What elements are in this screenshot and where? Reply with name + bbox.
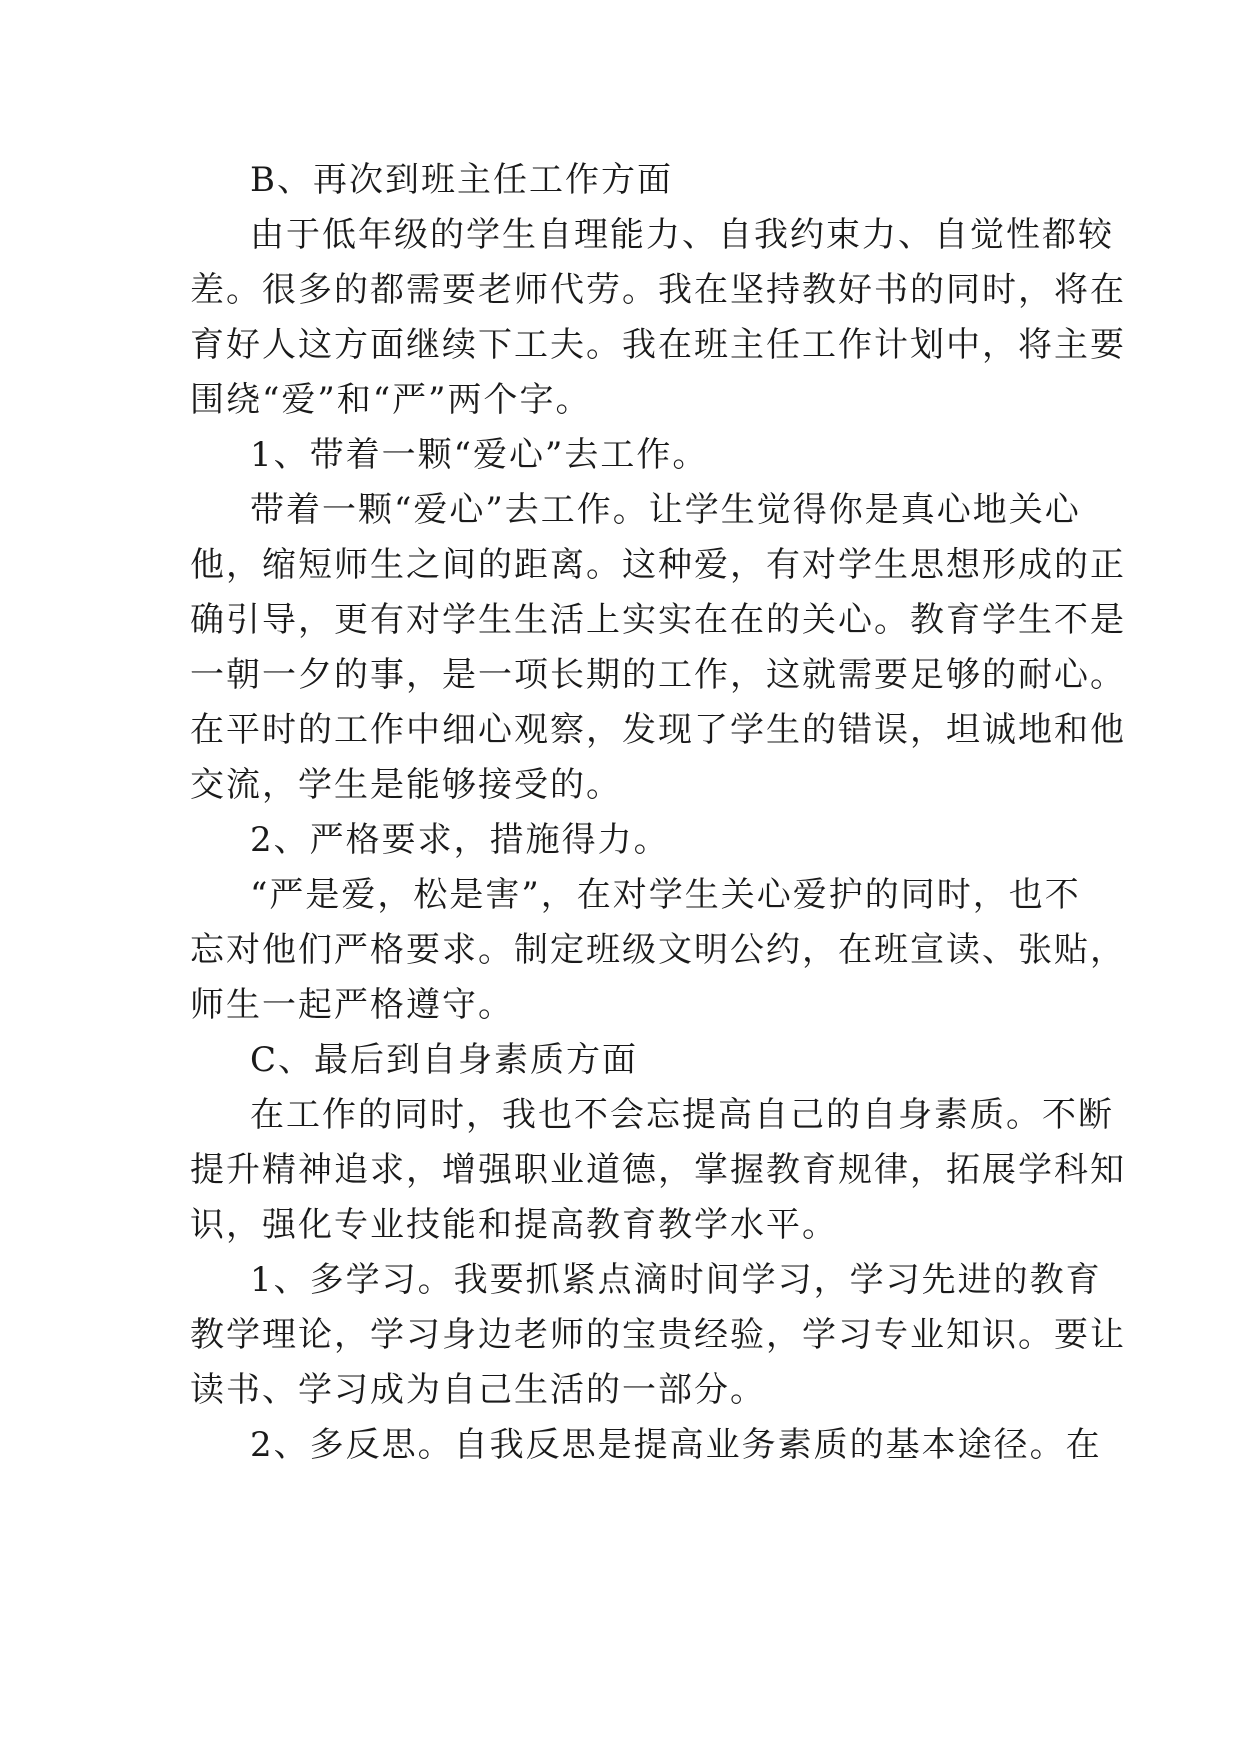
paragraph-line: “严是爱，松是害”，在对学生关心爱护的同时，也不	[250, 875, 1081, 915]
paragraph-line: 带着一颗“爱心”去工作。让学生觉得你是真心地关心	[250, 490, 1081, 530]
paragraph-line: 师生一起严格遵守。	[190, 985, 514, 1025]
paragraph-line: 提升精神追求，增强职业道德，掌握教育规律，拓展学科知	[190, 1150, 1126, 1190]
paragraph-line: 忘对他们严格要求。制定班级文明公约，在班宣读、张贴，	[190, 930, 1126, 970]
subheading-1: 1、带着一颗“爱心”去工作。	[250, 435, 709, 475]
paragraph-line: 交流，学生是能够接受的。	[190, 765, 622, 805]
paragraph-line: 1、多学习。我要抓紧点滴时间学习，学习先进的教育	[250, 1260, 1102, 1300]
paragraph-line: 他，缩短师生之间的距离。这种爱，有对学生思想形成的正	[190, 545, 1126, 585]
paragraph-line: 差。很多的都需要老师代劳。我在坚持教好书的同时，将在	[190, 270, 1126, 310]
paragraph-line: 识，强化专业技能和提高教育教学水平。	[190, 1205, 838, 1245]
paragraph-line: 2、多反思。自我反思是提高业务素质的基本途径。在	[250, 1425, 1102, 1465]
section-heading-b: B、再次到班主任工作方面	[250, 160, 673, 200]
paragraph-line: 由于低年级的学生自理能力、自我约束力、自觉性都较	[250, 215, 1114, 255]
paragraph-line: 在平时的工作中细心观察，发现了学生的错误，坦诚地和他	[190, 710, 1126, 750]
paragraph-line: 一朝一夕的事，是一项长期的工作，这就需要足够的耐心。	[190, 655, 1126, 695]
subheading-2: 2、严格要求，措施得力。	[250, 820, 670, 860]
paragraph-line: 围绕“爱”和“严”两个字。	[190, 380, 592, 420]
section-heading-c: C、最后到自身素质方面	[250, 1040, 639, 1080]
paragraph-line: 育好人这方面继续下工夫。我在班主任工作计划中，将主要	[190, 325, 1126, 365]
paragraph-line: 读书、学习成为自己生活的一部分。	[190, 1370, 766, 1410]
paragraph-line: 教学理论，学习身边老师的宝贵经验，学习专业知识。要让	[190, 1315, 1126, 1355]
paragraph-line: 在工作的同时，我也不会忘提高自己的自身素质。不断	[250, 1095, 1114, 1135]
paragraph-line: 确引导，更有对学生生活上实实在在的关心。教育学生不是	[190, 600, 1126, 640]
